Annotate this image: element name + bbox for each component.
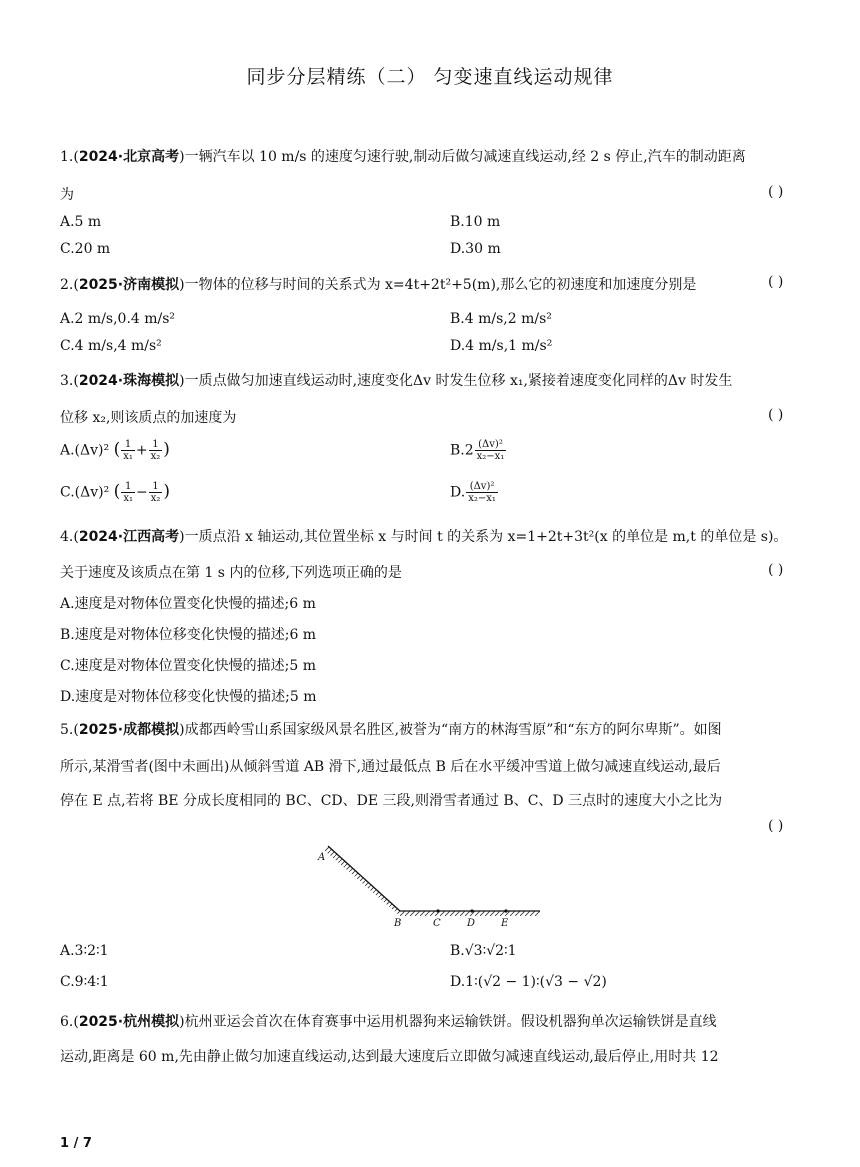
question-number: 1.(: [60, 149, 79, 165]
question-number: 5.(: [60, 722, 79, 738]
question-4-line-2: 关于速度及该质点在第 1 s 内的位移,下列选项正确的是: [60, 565, 402, 581]
answer-parentheses: ( ): [768, 818, 784, 834]
label-e: E: [501, 918, 509, 929]
question-number: 6.(: [60, 1014, 79, 1030]
option-c: C.速度是对物体位置变化快慢的描述;5 m: [60, 658, 317, 674]
option-a: A.(Δv)² ( $\frac{1}{\text{x₁}}$ + $\frac{1}{\text{x₂}}$ ): [60, 439, 170, 462]
label-b: B: [394, 918, 402, 929]
question-text: )杭州亚运会首次在体育赛事中运用机器狗来运输铁饼。假设机器狗单次运输铁饼是直线: [179, 1014, 717, 1030]
question-3-line-1: [60, 370, 732, 390]
question-source: 2025·成都模拟: [78, 722, 180, 738]
option-a: A.3∶2∶1: [60, 943, 109, 959]
label-a: A: [318, 852, 326, 863]
point-e-dot: [504, 909, 507, 912]
option-b: B.2 $\frac{\text{(Δv)²}}{\text{x₂−x₁}}$: [450, 439, 505, 462]
page-number: 1 / 7: [60, 1136, 92, 1151]
question-text: )一物体的位移与时间的关系式为 x=4t+2t²+5(m),那么它的初速度和加速度分别是: [179, 277, 697, 293]
option-d: D.1∶(√2 − 1)∶(√3 − √2): [450, 974, 607, 990]
option-d: D.4 m/s,1 m/s²: [450, 338, 553, 354]
option-b: B.√3∶√2∶1: [450, 943, 517, 959]
label-c: C: [433, 918, 441, 929]
option-a: A.5 m: [60, 214, 102, 230]
question-5-line-2: 所示,某滑雪者(图中未画出)从倾斜雪道 AB 滑下,通过最低点 B 后在水平缓冲雪道上做匀减速直线运动,最后: [60, 759, 721, 775]
label-d: D: [467, 918, 476, 929]
option-b: B.10 m: [450, 214, 501, 230]
incline-hatching: [324, 846, 400, 916]
question-number: 3.(: [60, 373, 79, 389]
question-5-line-1: [60, 719, 722, 739]
point-d-dot: [470, 909, 473, 912]
question-6-line-2: 运动,距离是 60 m,先由静止做匀加速直线运动,达到最大速度后立即做匀减速直线运动,最后停止,用时共 12: [60, 1049, 719, 1065]
question-source: 2024·北京高考: [78, 149, 180, 165]
question-4-line-1: [60, 526, 787, 546]
question-text: )一质点沿 x 轴运动,其位置坐标 x 与时间 t 的关系为 x=1+2t+3t²(x 的单位是 m,t 的单位是 s)。: [179, 529, 788, 545]
question-number: 2.(: [60, 277, 79, 293]
point-c-dot: [436, 909, 439, 912]
question-5-line-3: 停在 E 点,若将 BE 分成长度相同的 BC、CD、DE 三段,则滑雪者通过 B、C、D 三点时的速度大小之比为: [60, 793, 723, 809]
option-c: C.(Δv)² ( $\frac{1}{\text{x₁}}$ − $\frac{1}{\text{x₂}}$ ): [60, 481, 170, 504]
question-source: 2024·江西高考: [78, 529, 180, 545]
question-source: 2024·珠海模拟: [78, 373, 180, 389]
incline-track-ab: [328, 846, 400, 911]
answer-parentheses: ( ): [768, 562, 784, 578]
answer-parentheses: ( ): [768, 407, 784, 423]
question-text: )一辆汽车以 10 m/s 的速度匀速行驶,制动后做匀减速直线运动,经 2 s 停止,汽车的制动距离: [179, 149, 746, 165]
option-d: D.速度是对物体位移变化快慢的描述;5 m: [60, 689, 317, 705]
question-source: 2025·杭州模拟: [78, 1014, 180, 1030]
ground-hatching: [400, 911, 540, 916]
question-1-line-1: [60, 146, 746, 166]
answer-parentheses: ( ): [768, 274, 784, 290]
answer-parentheses: ( ): [768, 184, 784, 200]
option-d: D. $\frac{\text{(Δv)²}}{\text{x₂−x₁}}$: [450, 481, 496, 504]
question-number: 4.(: [60, 529, 79, 545]
question-text: )成都西岭雪山系国家级风景名胜区,被誉为“南方的林海雪原”和“东方的阿尔卑斯”。如图: [179, 722, 722, 738]
question-3-line-2: 位移 x₂,则该质点的加速度为: [60, 410, 237, 426]
option-b: B.4 m/s,2 m/s²: [450, 311, 552, 327]
option-c: C.20 m: [60, 241, 111, 257]
option-a: A.2 m/s,0.4 m/s²: [60, 311, 176, 327]
option-c: C.4 m/s,4 m/s²: [60, 338, 162, 354]
option-d: D.30 m: [450, 241, 501, 257]
option-b: B.速度是对物体位移变化快慢的描述;6 m: [60, 627, 317, 643]
question-1-line-2: 为: [60, 187, 74, 203]
question-6-line-1: [60, 1011, 717, 1031]
ski-slope-figure: [300, 836, 550, 932]
question-source: 2025·济南模拟: [78, 277, 180, 293]
page-title: 同步分层精练（二） 匀变速直线运动规律: [246, 66, 614, 88]
option-a: A.速度是对物体位置变化快慢的描述;6 m: [60, 596, 316, 612]
question-text: )一质点做匀加速直线运动时,速度变化Δv 时发生位移 x₁,紧接着速度变化同样的Δv 时发生: [179, 373, 733, 389]
option-c: C.9∶4∶1: [60, 974, 109, 990]
question-2-line-1: [60, 274, 696, 294]
